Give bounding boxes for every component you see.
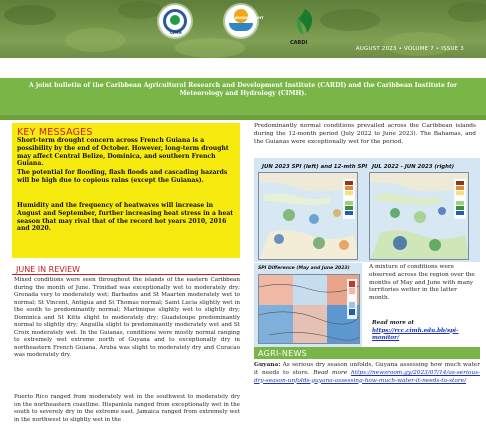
cardi-logo — [289, 5, 321, 37]
caribdrought-logo-label: CARIBDROUGHT — [232, 16, 264, 20]
joint-bulletin-banner: A joint bulletin of the Caribbean Agricultural Research and Development Institute (CARDI) and the Caribbean Institute for Meteorology and Hydrology (CIMH). — [0, 78, 486, 115]
agri-news-lead: Guyana: — [254, 362, 281, 368]
issue-line: AUGUST 2023 • VOLUME 7 • ISSUE 3 — [355, 46, 464, 52]
key-message-1: Short-term drought concern across French Guiana is a possibility by the end of October. However, long-term drought may affect Central Belize, Dominica, and southern French Guiana. — [17, 137, 229, 168]
banner-divider — [0, 115, 486, 120]
read-more-label: Read more at — [372, 320, 415, 326]
key-messages-title: KEY MESSAGES — [17, 127, 93, 138]
june-review-paragraph-2: Puerto Rico ranged from moderately wet in the southwest to moderately dry on the northeastern coastline. Hispaniola ranged from exceptionally wet in the south to severely dry in the extreme east. Jamaica ranged from extremely wet in the northwest to slightly wet in the — [14, 394, 240, 423]
cardi-logo-label: CARDI — [290, 40, 308, 46]
cimh-logo-label: CIMH — [170, 30, 182, 35]
spi-map-title-right: JUL 2022 - JUN 2023 (right) — [372, 164, 455, 170]
mixture-paragraph: A mixture of conditions were observed across the region over the months of May and June with many territories wetter in the latter month. — [369, 264, 475, 302]
agri-news-paragraph — [254, 362, 480, 385]
agri-news-link[interactable]: https://newsroom.gy/2023/07/14/as-serious-dry-season-unfolds-guyana-assessing-how-much-water-it-needs-to-store/ — [254, 369, 481, 384]
spi-map-title-left: JUN 2023 SPI (left) and 12-mth SPI — [262, 164, 368, 170]
spi-12-month-map — [369, 172, 469, 260]
spi-difference-title: SPI Difference (May and June 2023) — [258, 266, 350, 271]
agri-news-body: As serious dry season unfolds, Guyana assessing how much water it needs to store. — [254, 362, 480, 376]
spi-monitor-link[interactable]: https://rcc.cimh.edu.bb/spi-monitor/ — [372, 327, 459, 341]
caribdrought-logo — [225, 5, 257, 37]
june-review-title: JUNE IN REVIEW — [16, 265, 81, 274]
june-review-rule — [12, 274, 240, 275]
key-message-2: The potential for flooding, flash floods and cascading hazards will be high due to copious rains (except the Guianas). — [17, 169, 228, 184]
june-review-paragraph: Mixed conditions were seen throughout the islands of the eastern Caribbean during the month of June. Trinidad was exceptionally wet to moderately dry; Grenada very to moderately wet; Barbados and St Maarten moderately wet to normal; St Vincent, Antigua and St Thomas normal; Saint Lucia slightly wet in the south to predominantly normal; Martinique slightly wet to slightly dry; Dominica and St Kitts slight to moderately dry; Guadeloupe predominantly normal to slightly dry; Anguilla slight to predominantly moderately wet and St Croix moderately wet. In the Guianas, conditions were mostly normal ranging to extremely wet extreme north of Guyana and to exceptionally dry in northeastern French Guiana. Aruba was slight to moderately dry and Curacao was moderately dry. — [14, 277, 240, 358]
agri-news-read-more: Read more — [313, 369, 348, 376]
key-messages-box — [12, 123, 240, 258]
agri-news-title: AGRI-NEWS — [258, 349, 308, 358]
spi-read-more — [372, 320, 482, 343]
spi-difference-map — [258, 274, 360, 344]
twelve-month-intro: Predominantly normal conditions prevailed across the Caribbean islands during the 12-month period (July 2022 to June 2023). The Bahamas, and the Guianas were exceptionally wet for the period. — [254, 123, 476, 145]
spi-june-map — [258, 172, 358, 260]
header-photo-banner — [0, 0, 486, 58]
key-message-3: Humidity and the frequency of heatwaves will increase in August and September, further increasing heat stress in a heat season that may rival that of the record hot years 2010, 2016 and 2020. — [17, 202, 234, 233]
